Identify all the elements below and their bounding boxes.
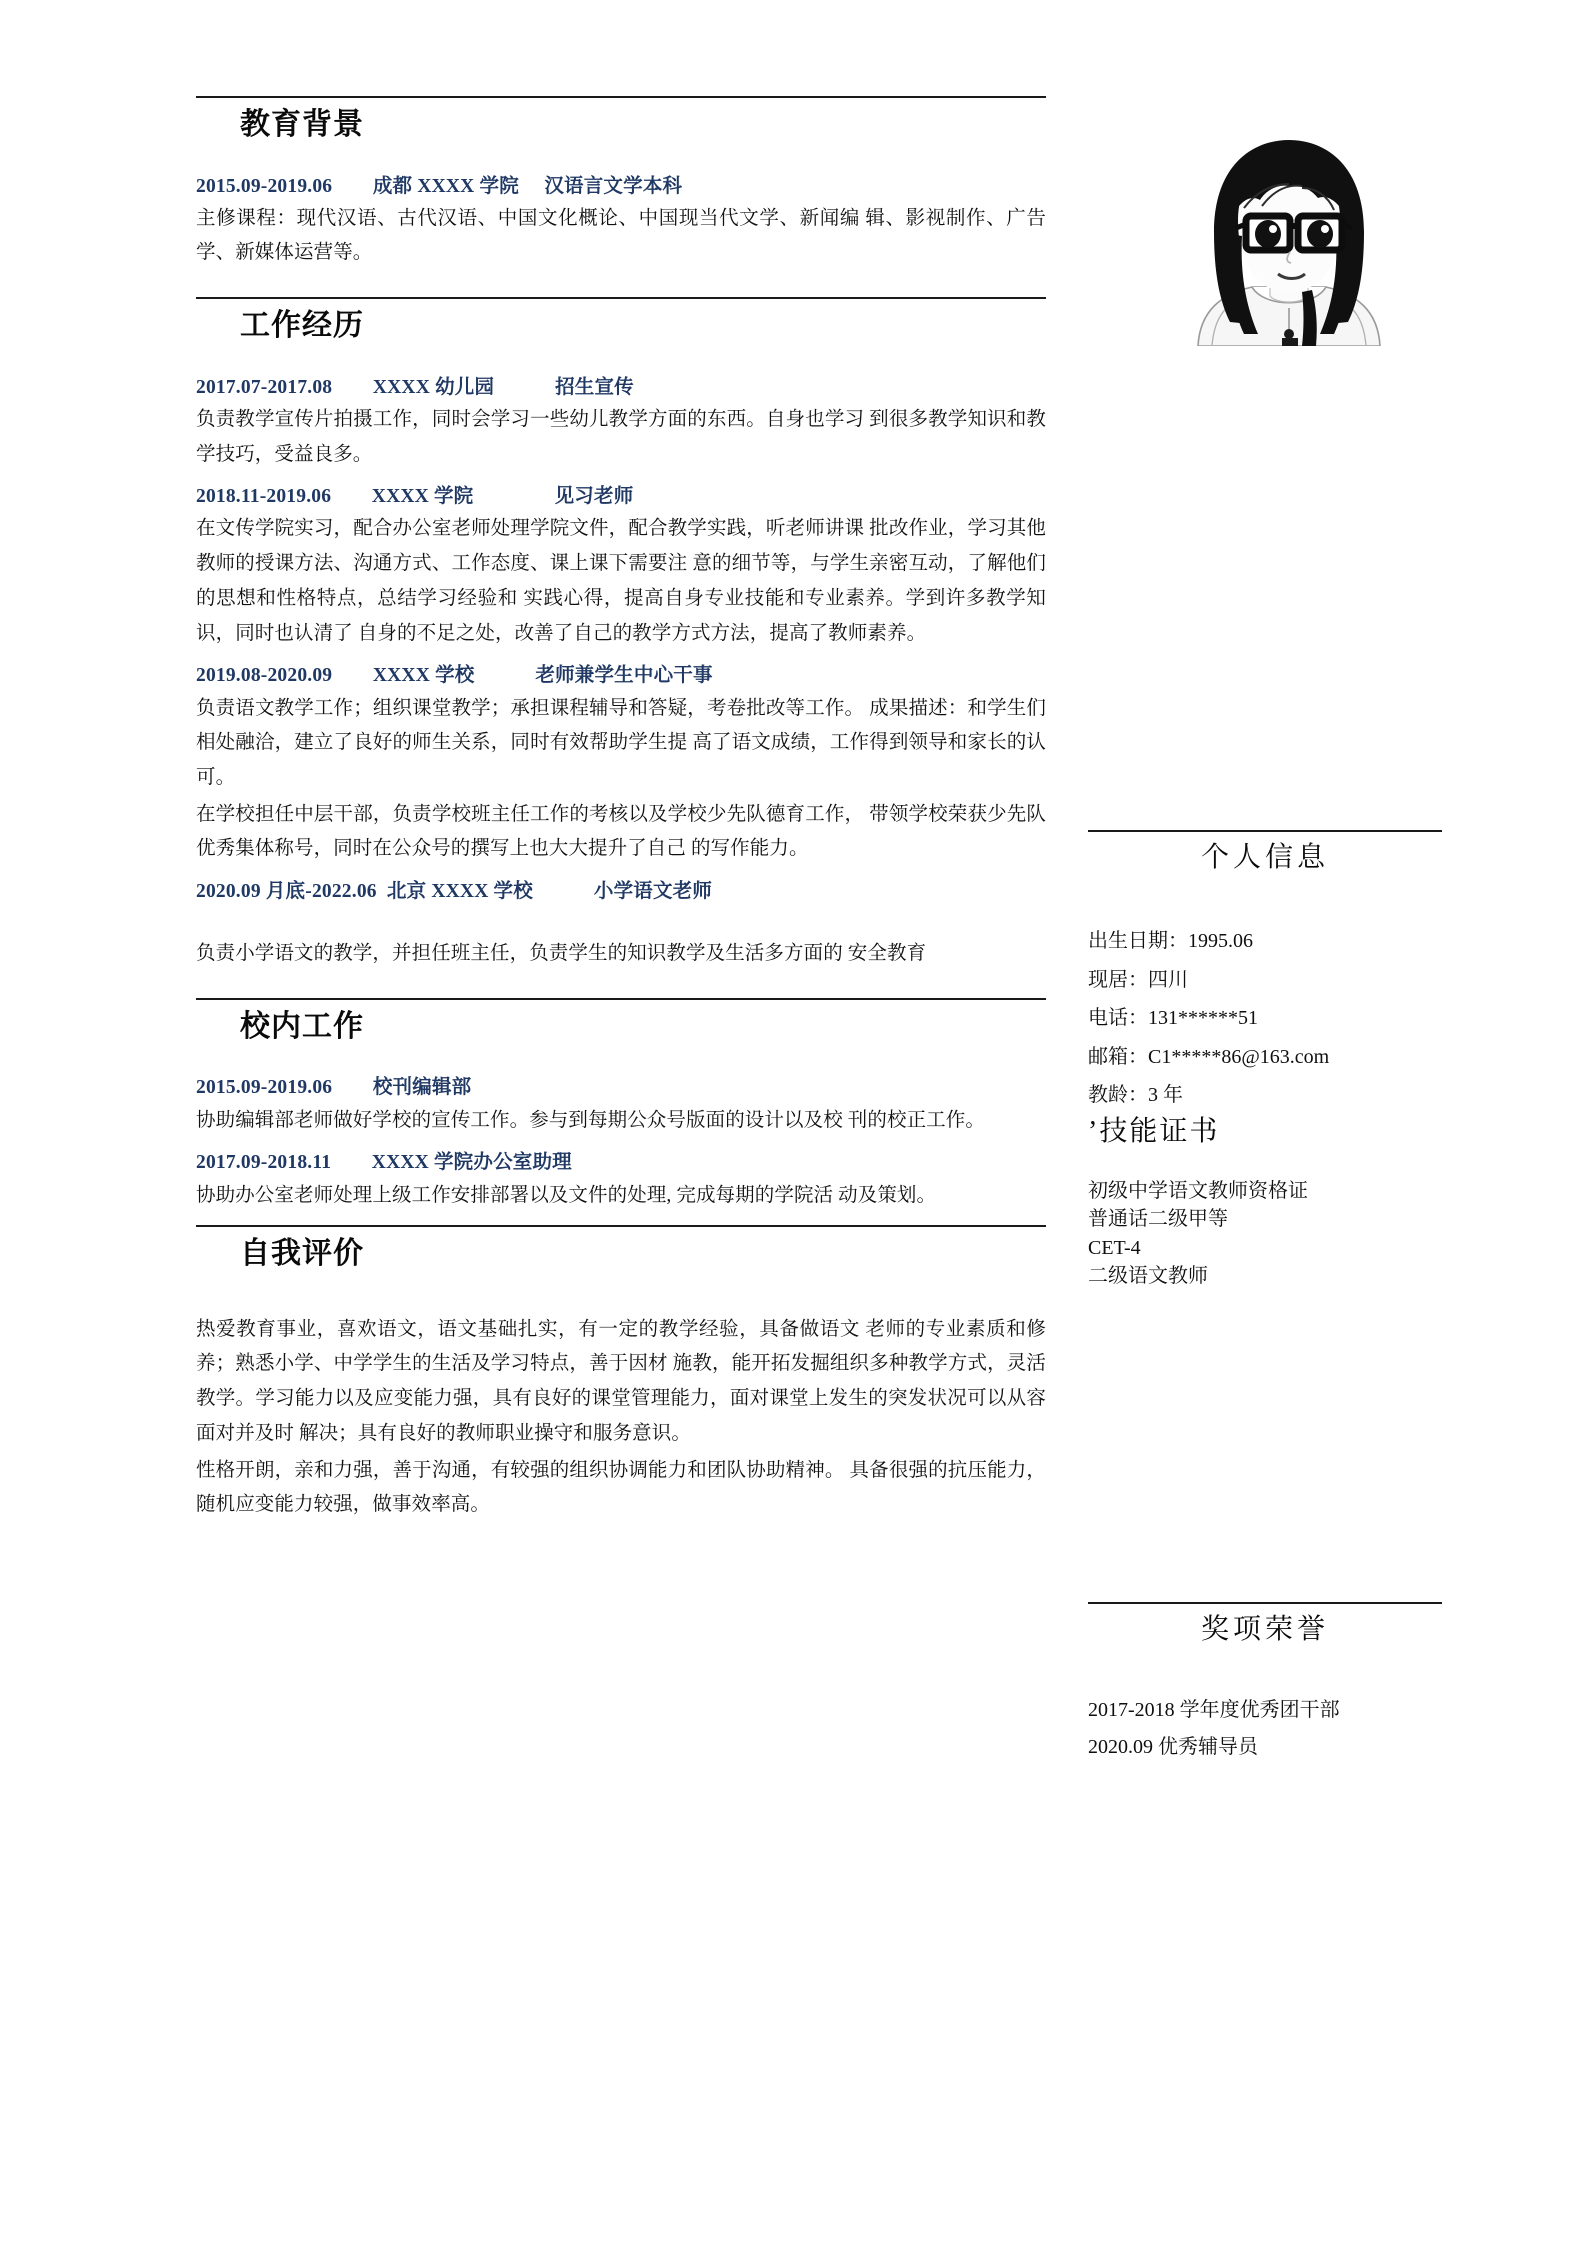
entry-header — [196, 482, 1046, 512]
info-row-phone — [1088, 999, 1442, 1037]
entry-paragraph: 在学校担任中层干部，负责学校班主任工作的考核以及学校少先队德育工作， 带领学校荣获少先队优秀集体称号，同时在公众号的撰写上也大大提升了自己 的写作能力。 — [196, 803, 1046, 860]
sidebar-personal-info — [1088, 830, 1442, 1290]
section-education — [196, 96, 1046, 271]
info-label: 电话： — [1088, 1007, 1148, 1030]
entry-paragraph: 协助编辑部老师做好学校的宣传工作。参与到每期公众号版面的设计以及校 刊的校正工作。 — [196, 1109, 985, 1131]
entry-org: XXXX 学院 — [371, 486, 474, 508]
entry-date: 2020.09 月底-2022.06 — [196, 881, 377, 903]
section-self-evaluation — [196, 1225, 1046, 1523]
info-value: 1995.06 — [1188, 930, 1253, 953]
info-label: 出生日期： — [1088, 930, 1188, 953]
entry-date: 2015.09-2019.06 — [196, 175, 333, 197]
info-row-residence — [1088, 961, 1442, 999]
entry-org: XXXX 学校 — [372, 665, 475, 687]
info-label: 邮箱： — [1088, 1045, 1148, 1068]
skill-item: 二级语文教师 — [1088, 1264, 1208, 1287]
entry-paragraph: 性格开朗，亲和力强，善于沟通，有较强的组织协调能力和团队协助精神。 具备很强的抗压能力，随机应变能力较强，做事效率高。 — [196, 1459, 1046, 1516]
entry-date: 2015.09-2019.06 — [196, 1077, 333, 1099]
entry-header — [196, 172, 1046, 202]
entry-role: 老师兼学生中心干事 — [535, 665, 713, 687]
info-row-birthdate — [1088, 922, 1442, 960]
entry-header — [196, 373, 1046, 403]
section-title-education: 教育背景 — [240, 108, 364, 141]
entry-role: 小学语文老师 — [593, 881, 713, 903]
entry-paragraph: 负责教学宣传片拍摄工作，同时会学习一些幼儿教学方面的东西。自身也学习 到很多教学知识和教学技巧，受益良多。 — [196, 408, 1046, 465]
info-value: 131******51 — [1148, 1007, 1258, 1030]
entry-role: 汉语言文学本科 — [544, 175, 683, 197]
entry-org: 北京 XXXX 学校 — [386, 881, 533, 903]
info-value: C1*****86@163.com — [1148, 1045, 1330, 1068]
portrait-illustration-icon — [1152, 124, 1426, 346]
sidebar-awards — [1088, 1602, 1442, 1766]
entry-paragraph: 热爱教育事业，喜欢语文，语文基础扎实，有一定的教学经验，具备做语文 老师的专业素质和修养；熟悉小学、中学学生的生活及学习特点，善于因材 施教，能开拓发掘组织多种教学方式，灵活教学。学习能力以及应变能力强，具有良好的课堂管理能力，面对课堂上发生的突发状况可以从容面对并及时 解决；具有良好的教师职业操守和服务意识。 — [196, 1318, 1046, 1444]
sidebar-title-personal-info: 个人信息 — [1200, 842, 1329, 873]
award-item: 2017-2018 学年度优秀团干部 — [1088, 1699, 1340, 1722]
info-row-email — [1088, 1038, 1442, 1076]
skill-item: CET-4 — [1088, 1236, 1141, 1259]
award-item: 2020.09 优秀辅导员 — [1088, 1736, 1258, 1759]
section-title-self-evaluation: 自我评价 — [240, 1237, 364, 1271]
entry-org: XXXX 学院办公室助理 — [371, 1152, 572, 1174]
main-column — [196, 96, 1046, 1523]
entry-paragraph: 负责语文教学工作；组织课堂教学；承担课程辅导和答疑，考卷批改等工作。 成果描述：和学生们相处融洽，建立了良好的师生关系，同时有效帮助学生提 高了语文成绩，工作得到领导和家长的认可。 — [196, 697, 1046, 788]
entry-org: 成都 XXXX 学院 — [372, 175, 519, 197]
section-campus-work — [196, 998, 1046, 1213]
sidebar-title-awards: 奖项荣誉 — [1200, 1614, 1329, 1645]
info-value: 3 年 — [1148, 1083, 1183, 1106]
entry-date: 2018.11-2019.06 — [196, 486, 332, 508]
info-label: 现居： — [1088, 968, 1148, 991]
skill-item: 普通话二级甲等 — [1088, 1208, 1228, 1231]
section-title-work-experience: 工作经历 — [240, 309, 364, 343]
section-title-campus-work: 校内工作 — [240, 1009, 364, 1043]
entry-paragraph: 主修课程：现代汉语、古代汉语、中国文化概论、中国现当代文学、新闻编 辑、影视制作、广告学、新媒体运营等。 — [196, 207, 1046, 264]
entry-paragraph: 协助办公室老师处理上级工作安排部署以及文件的处理, 完成每期的学院活 动及策划。 — [196, 1184, 937, 1206]
entry-header — [196, 1073, 1046, 1103]
applicant-photo — [1152, 124, 1426, 346]
entry-header — [196, 1148, 1046, 1178]
entry-role: 招生宣传 — [555, 376, 634, 398]
entry-date: 2019.08-2020.09 — [196, 665, 333, 687]
skill-item: 初级中学语文教师资格证 — [1088, 1179, 1308, 1202]
entry-paragraph: 负责小学语文的教学，并担任班主任，负责学生的知识教学及生活多方面的 安全教育 — [196, 943, 927, 965]
section-work-experience — [196, 297, 1046, 972]
entry-paragraph: 在文传学院实习，配合办公室老师处理学院文件，配合教学实践，听老师讲课 批改作业，学习其他教师的授课方法、沟通方式、工作态度、课上课下需要注 意的细节等，与学生亲密互动，了解他们的思想和性格特点，总结学习经验和 实践心得，提高自身专业技能和专业素养。学到许多教学知识，同时也认清了 自身的不足之处，改善了自己的教学方式方法，提高了教师素养。 — [196, 518, 1046, 644]
entry-date: 2017.07-2017.08 — [196, 376, 333, 398]
entry-date: 2017.09-2018.11 — [196, 1152, 332, 1174]
entry-org: XXXX 幼儿园 — [372, 376, 495, 398]
info-row-teaching-years — [1088, 1076, 1442, 1114]
info-value: 四川 — [1148, 968, 1188, 991]
info-label: 教龄： — [1088, 1083, 1148, 1106]
entry-header — [196, 661, 1046, 691]
sidebar-title-skills: ’技能证书 — [1088, 1116, 1220, 1148]
entry-header — [196, 877, 1046, 907]
entry-role: 见习老师 — [554, 486, 634, 508]
entry-org: 校刊编辑部 — [372, 1077, 472, 1099]
